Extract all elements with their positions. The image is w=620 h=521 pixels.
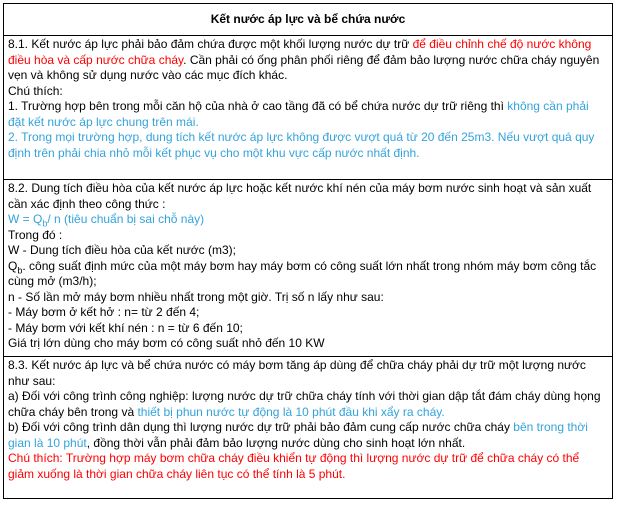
note-8-3: Chú thích: Trường hợp máy bơm chữa cháy điều khiển tự động thì lượng nước dự trữ để chữa cháy có thể giảm xuống là thời gian chữa cháy liên tục có thể tính là 5 phút. <box>8 451 580 481</box>
last-line: Giá trị lớn dùng cho máy bơm có công suất nhỏ đến 10 KW <box>8 336 325 350</box>
section-8-1 <box>4 36 613 180</box>
highlight-blue: bên trong thời gian là 10 phút <box>8 420 588 450</box>
content-table <box>3 3 613 499</box>
q-definition <box>8 259 608 290</box>
q-sub: b <box>17 264 23 275</box>
pump-open-tank: - Máy bơm ở kết hở : n= từ 2 đến 4; <box>8 305 200 319</box>
n-definition: n - Số lần mở máy bơm nhiều nhất trong một giờ. Trị số n lấy như sau: <box>8 289 384 304</box>
highlight-blue: không cần phải đặt kết nước áp lực chung trên mái. <box>8 99 589 129</box>
item-b <box>8 420 608 451</box>
pump-pressure-tank: - Máy bơm với kết khí nén : n = từ 6 đến 10; <box>8 320 243 335</box>
formula-sub: b <box>42 218 48 229</box>
text: , đồng thời vẫn phải đảm bảo lượng nước dùng cho sinh hoạt lớn nhất. <box>86 435 466 450</box>
paragraph-8-1 <box>8 37 608 84</box>
section-8-3 <box>4 357 613 499</box>
note-1 <box>8 99 608 130</box>
highlight-red: để điều chỉnh chế độ nước không điều hòa và cấp nước chữa cháy <box>8 37 592 67</box>
formula <box>8 212 608 228</box>
formula-rest: / n (tiêu chuẩn bị sai chỗ này) <box>47 212 205 226</box>
note-title: Chú thích: <box>8 83 63 98</box>
text: b) Đối với công trình dân dụng thì lượng nước dự trữ phải bảo đảm cung cấp nước chữa cháy <box>8 420 514 434</box>
text: . Cần phải có ống phân phối riêng để đảm bảo lượng nước chữa cháy nguyên vẹn và không sử dụng nước vào các mục đích khác. <box>8 52 600 82</box>
text: 8.1. Kết nước áp lực phải bảo đảm chứa được một khối lượng nước dự trữ <box>8 37 413 51</box>
text: 1. Trường hợp bên trong mỗi căn hộ của nhà ở cao tầng đã có bể chứa nước dự trữ riêng thì <box>8 99 508 113</box>
formula-w: W = Q <box>8 212 43 226</box>
w-definition: W - Dung tích điều hòa của kết nước (m3); <box>8 243 236 257</box>
section-8-2 <box>4 180 613 357</box>
highlight-blue: thiết bị phun nước tự động là 10 phút đầu khi xẩy ra cháy. <box>137 404 445 419</box>
item-a <box>8 389 608 420</box>
table-title: Kết nước áp lực và bể chứa nước <box>4 4 613 36</box>
text: a) Đối với công trình công nghiệp: lượng nước dự trữ chữa cháy tính với thời gian dập tắt đám cháy dùng họng chữa cháy bên trong và <box>8 389 601 419</box>
paragraph-8-3: 8.3. Kết nước áp lực và bể chứa nước có máy bơm tăng áp dùng để chữa cháy phải dự trữ một lượng nước như sau: <box>8 358 586 388</box>
note-2: 2. Trong mọi trường hợp, dung tích kết nước áp lực không được vượt quá từ 20 đến 25m3. Nếu vượt quá quy định trên phải chia nhỏ mỗi kết phục vụ cho một khu vực cấp nước nhất định. <box>8 130 595 160</box>
paragraph-8-2: 8.2. Dung tích điều hòa của kết nước áp lực hoặc kết nước khí nén của máy bơm nước sinh hoạt và sản xuất cần xác định theo công thức : <box>8 181 592 211</box>
trong-do: Trong đó : <box>8 227 63 242</box>
q-symbol: Q <box>8 258 18 273</box>
q-text: . công suất định mức của một máy bơm hay máy bơm có công suất lớn nhất trong nhóm máy bơm công tắc cùng mở (m3/h); <box>8 258 597 288</box>
